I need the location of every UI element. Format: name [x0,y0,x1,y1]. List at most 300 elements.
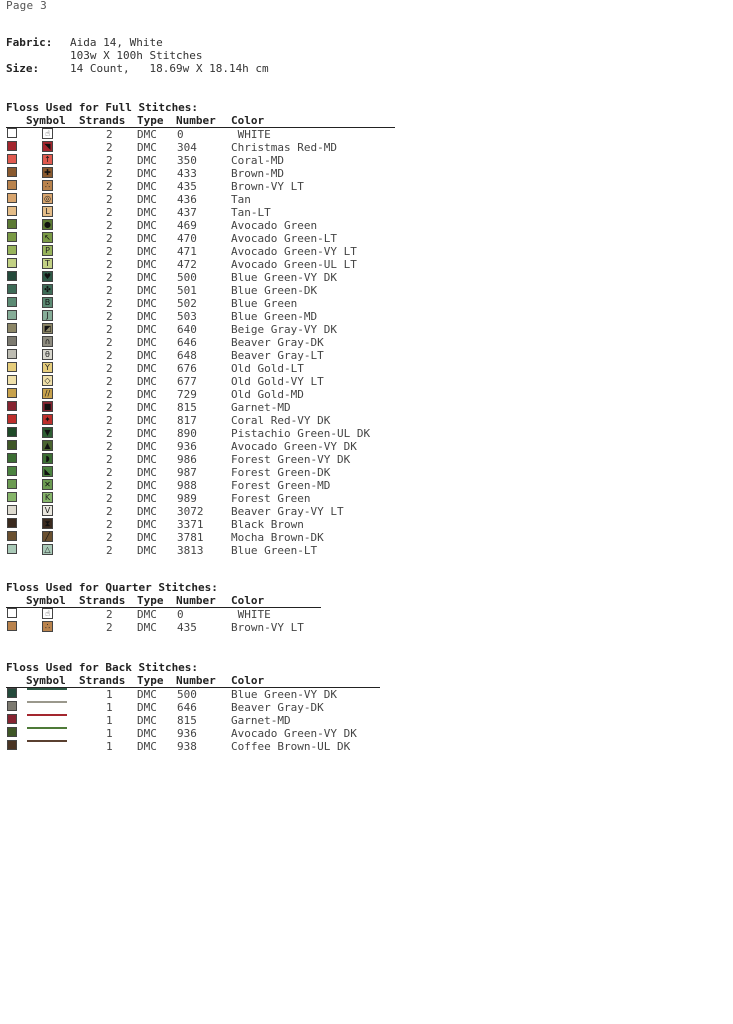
type-value: DMC [137,608,157,621]
number-value: 3813 [177,544,204,557]
fabric-label: Fabric: [6,36,53,49]
color-swatch [7,518,17,528]
floss-row [6,518,395,531]
strands-value: 2 [106,323,113,336]
type-value: DMC [137,440,157,453]
number-value: 469 [177,219,197,232]
color-name: Avocado Green-VY DK [231,440,357,453]
strands-value: 2 [106,401,113,414]
backstitch-line-sample [27,727,67,729]
stitch-symbol: ◎ [42,193,53,204]
color-swatch [7,219,17,229]
stitch-symbol: ● [42,219,53,230]
floss-row [6,206,395,219]
type-value: DMC [137,518,157,531]
type-value: DMC [137,714,157,727]
header-color: Color [231,594,265,607]
header-type: Type [137,674,164,687]
color-name: Avocado Green-UL LT [231,258,357,271]
number-value: 646 [177,336,197,349]
stitch-symbol: ∩ [42,336,53,347]
floss-row [6,310,395,323]
strands-value: 2 [106,128,113,141]
strands-value: 2 [106,232,113,245]
type-value: DMC [137,297,157,310]
floss-row [6,336,395,349]
color-name: Old Gold-VY LT [231,375,324,388]
color-name: Blue Green-VY DK [231,271,337,284]
strands-value: 2 [106,518,113,531]
color-name: Avocado Green-LT [231,232,337,245]
color-name: Blue Green-VY DK [231,688,337,701]
type-value: DMC [137,271,157,284]
stitch-symbol: B [42,297,53,308]
stitch-symbol: ⧗ [42,518,53,529]
color-name: Old Gold-MD [231,388,304,401]
floss-row [6,401,395,414]
color-name: Beaver Gray-LT [231,349,324,362]
number-value: 500 [177,271,197,284]
type-value: DMC [137,727,157,740]
color-swatch [7,414,17,424]
type-value: DMC [137,492,157,505]
strands-value: 1 [106,714,113,727]
number-value: 437 [177,206,197,219]
number-value: 817 [177,414,197,427]
quarter-stitches-rows [6,608,321,634]
header-strands: Strands [79,674,126,687]
stitch-symbol: ✚ [42,167,53,178]
type-value: DMC [137,154,157,167]
strands-value: 2 [106,349,113,362]
color-swatch [7,271,17,281]
strands-value: 2 [106,219,113,232]
color-name: Coral Red-VY DK [231,414,331,427]
strands-value: 2 [106,492,113,505]
color-name: Pistachio Green-UL DK [231,427,371,440]
size-label: Size: [6,62,40,75]
color-swatch [7,167,17,177]
type-value: DMC [137,206,157,219]
color-swatch [7,284,17,294]
quarter-stitches-section [6,581,321,634]
color-name: Blue Green-LT [231,544,318,557]
type-value: DMC [137,232,157,245]
number-value: 435 [177,180,197,193]
number-value: 936 [177,440,197,453]
type-value: DMC [137,336,157,349]
color-swatch [7,245,17,255]
color-swatch [7,128,17,138]
floss-row [6,688,380,701]
header-color: Color [231,674,265,687]
strands-value: 2 [106,336,113,349]
stitch-symbol: Y [42,362,53,373]
strands-value: 2 [106,154,113,167]
type-value: DMC [137,193,157,206]
header-type: Type [137,114,164,127]
color-name: Forest Green-DK [231,466,331,479]
back-stitches-rows [6,688,380,753]
stitch-symbol: V [42,505,53,516]
color-name: Beaver Gray-VY LT [231,505,344,518]
color-swatch [7,701,17,711]
stitch-symbol: ✤ [42,284,53,295]
backstitch-line-sample [27,740,67,742]
type-value: DMC [137,245,157,258]
header-color: Color [231,114,265,127]
color-name: Blue Green-DK [231,284,318,297]
floss-row [6,219,395,232]
back-stitches-title: Floss Used for Back Stitches: [6,661,199,674]
type-value: DMC [137,688,157,701]
number-value: 350 [177,154,197,167]
number-value: 648 [177,349,197,362]
color-name: Old Gold-LT [231,362,304,375]
strands-value: 2 [106,284,113,297]
floss-row [6,727,380,740]
strands-value: 2 [106,245,113,258]
color-name: Avocado Green-VY DK [231,727,357,740]
stitch-symbol: ╱ [42,531,53,542]
full-stitches-rows [6,128,395,557]
color-swatch [7,323,17,333]
strands-value: 2 [106,608,113,621]
color-name: Garnet-MD [231,714,291,727]
color-name: Beaver Gray-DK [231,701,324,714]
floss-row [6,141,395,154]
floss-row [6,193,395,206]
type-value: DMC [137,453,157,466]
color-name: Christmas Red-MD [231,141,337,154]
type-value: DMC [137,479,157,492]
floss-row [6,414,395,427]
type-value: DMC [137,544,157,557]
number-value: 936 [177,727,197,740]
color-name: Brown-VY LT [231,180,304,193]
color-swatch [7,193,17,203]
number-value: 3781 [177,531,204,544]
stitch-symbol: ♥ [43,272,52,281]
number-value: 729 [177,388,197,401]
floss-row [6,388,395,401]
type-value: DMC [137,531,157,544]
floss-row [6,479,395,492]
floss-row [6,349,395,362]
color-name: WHITE [231,608,271,621]
number-value: 988 [177,479,197,492]
number-value: 989 [177,492,197,505]
color-swatch [7,388,17,398]
floss-row [6,154,395,167]
stitch-symbol: ✦ [42,414,53,425]
stitch-symbol: ▲ [42,440,53,451]
color-swatch [7,401,17,411]
type-value: DMC [137,362,157,375]
strands-value: 2 [106,414,113,427]
color-name: Brown-MD [231,167,284,180]
floss-row [6,440,395,453]
color-name: Avocado Green [231,219,318,232]
number-value: 986 [177,453,197,466]
color-swatch [7,688,17,698]
color-swatch [7,375,17,385]
floss-row [6,740,380,753]
color-swatch [7,714,17,724]
color-swatch [7,621,17,631]
floss-row [6,362,395,375]
color-swatch [7,206,17,216]
number-value: 433 [177,167,197,180]
color-swatch [7,544,17,554]
stitch-symbol: ◥ [42,141,53,152]
back-table-header [6,674,380,688]
number-value: 470 [177,232,197,245]
full-stitches-section [6,101,395,557]
strands-value: 2 [106,505,113,518]
type-value: DMC [137,401,157,414]
header-number: Number [176,674,216,687]
color-swatch [7,531,17,541]
strands-value: 2 [106,479,113,492]
type-value: DMC [137,323,157,336]
color-name: Forest Green-MD [231,479,331,492]
number-value: 938 [177,740,197,753]
color-swatch [7,505,17,515]
header-strands: Strands [79,114,126,127]
floss-row [6,297,395,310]
floss-row [6,180,395,193]
color-swatch [7,479,17,489]
floss-row [6,323,395,336]
strands-value: 2 [106,167,113,180]
floss-row [6,466,395,479]
color-name: Blue Green-MD [231,310,318,323]
color-swatch [7,310,17,320]
color-swatch [7,141,17,151]
strands-value: 2 [106,531,113,544]
floss-row [6,128,395,141]
header-type: Type [137,594,164,607]
color-swatch [7,492,17,502]
backstitch-line-sample [27,701,67,703]
floss-row [6,232,395,245]
color-name: Blue Green [231,297,298,310]
color-swatch [7,232,17,242]
number-value: 646 [177,701,197,714]
strands-value: 2 [106,297,113,310]
strands-value: 2 [106,375,113,388]
backstitch-line-sample [27,714,67,716]
stitch-symbol: P [42,245,53,256]
strands-value: 2 [106,466,113,479]
color-name: Mocha Brown-DK [231,531,324,544]
stitch-symbol: T [42,258,53,269]
color-name: Brown-VY LT [231,621,304,634]
header-symbol: Symbol [26,114,66,127]
number-value: 304 [177,141,197,154]
number-value: 0 [177,608,184,621]
stitch-symbol: ✕ [42,479,53,490]
type-value: DMC [137,375,157,388]
type-value: DMC [137,466,157,479]
header-strands: Strands [79,594,126,607]
stitch-symbol: ☝ [42,128,53,139]
strands-value: 2 [106,388,113,401]
floss-row [6,453,395,466]
floss-row [6,375,395,388]
type-value: DMC [137,219,157,232]
stitch-symbol: ☝ [42,608,53,619]
strands-value: 1 [106,688,113,701]
stitch-symbol: ∴ [42,621,53,632]
stitch-symbol: ◩ [43,324,52,333]
type-value: DMC [137,141,157,154]
number-value: 815 [177,401,197,414]
color-name: Tan [231,193,251,206]
stitch-symbol: ◇ [42,375,53,386]
stitch-symbol: K [42,492,53,503]
type-value: DMC [137,349,157,362]
strands-value: 2 [106,180,113,193]
strands-value: 2 [106,141,113,154]
type-value: DMC [137,621,157,634]
strands-value: 2 [106,193,113,206]
back-stitches-section [6,661,380,753]
color-name: WHITE [231,128,271,141]
color-name: Coffee Brown-UL DK [231,740,351,753]
number-value: 3371 [177,518,204,531]
number-value: 500 [177,688,197,701]
number-value: 815 [177,714,197,727]
color-swatch [7,608,17,618]
color-swatch [7,362,17,372]
strands-value: 2 [106,621,113,634]
number-value: 436 [177,193,197,206]
color-name: Garnet-MD [231,401,291,414]
number-value: 502 [177,297,197,310]
stitch-symbol: ■ [43,402,52,411]
strands-value: 2 [106,440,113,453]
type-value: DMC [137,167,157,180]
color-swatch [7,180,17,190]
stitch-symbol: △ [42,544,53,555]
type-value: DMC [137,701,157,714]
stitch-symbol: J [42,310,53,321]
stitch-symbol: ◣ [42,466,53,477]
number-value: 435 [177,621,197,634]
number-value: 471 [177,245,197,258]
color-swatch [7,336,17,346]
header-number: Number [176,594,216,607]
floss-row [6,608,321,621]
number-value: 987 [177,466,197,479]
strands-value: 2 [106,206,113,219]
color-name: Coral-MD [231,154,284,167]
backstitch-line-sample [27,688,67,690]
stitch-symbol: ↖ [42,232,53,243]
type-value: DMC [137,427,157,440]
floss-row [6,714,380,727]
header-symbol: Symbol [26,594,66,607]
stitch-symbol: ↑ [42,154,53,165]
floss-row [6,271,395,284]
color-name: Forest Green [231,492,311,505]
fabric-value: Aida 14, White [70,36,163,49]
strands-value: 2 [106,362,113,375]
strands-value: 2 [106,271,113,284]
floss-row [6,284,395,297]
strands-value: 1 [106,701,113,714]
quarter-stitches-title: Floss Used for Quarter Stitches: [6,581,218,594]
stitch-symbol: θ [42,349,53,360]
color-name: Black Brown [231,518,304,531]
type-value: DMC [137,414,157,427]
color-name: Tan-LT [231,206,271,219]
type-value: DMC [137,505,157,518]
stitch-symbol: ◗ [42,453,53,464]
type-value: DMC [137,388,157,401]
type-value: DMC [137,284,157,297]
floss-row [6,531,395,544]
color-name: Forest Green-VY DK [231,453,351,466]
number-value: 640 [177,323,197,336]
color-swatch [7,440,17,450]
color-swatch [7,349,17,359]
color-swatch [7,453,17,463]
number-value: 472 [177,258,197,271]
color-swatch [7,466,17,476]
floss-row [6,505,395,518]
strands-value: 2 [106,453,113,466]
type-value: DMC [137,258,157,271]
floss-row [6,427,395,440]
strands-value: 2 [106,258,113,271]
number-value: 676 [177,362,197,375]
stitch-symbol: ∴ [42,180,53,191]
color-swatch [7,727,17,737]
number-value: 677 [177,375,197,388]
color-swatch [7,297,17,307]
floss-row [6,167,395,180]
header-number: Number [176,114,216,127]
floss-row [6,701,380,714]
full-table-header [6,114,395,128]
color-swatch [7,740,17,750]
number-value: 3072 [177,505,204,518]
floss-row [6,621,321,634]
quarter-table-header [6,594,321,608]
floss-row [6,245,395,258]
number-value: 0 [177,128,184,141]
color-swatch [7,258,17,268]
type-value: DMC [137,740,157,753]
type-value: DMC [137,180,157,193]
strands-value: 2 [106,427,113,440]
color-name: Beaver Gray-DK [231,336,324,349]
page-label: Page 3 [6,0,47,12]
color-swatch [7,154,17,164]
floss-row [6,544,395,557]
fabric-info [6,36,269,75]
strands-value: 2 [106,544,113,557]
stitch-symbol: L [42,206,53,217]
stitch-symbol: // [42,388,53,399]
fabric-stitches: 103w X 100h Stitches [70,49,203,62]
strands-value: 1 [106,727,113,740]
color-swatch [7,427,17,437]
strands-value: 2 [106,310,113,323]
